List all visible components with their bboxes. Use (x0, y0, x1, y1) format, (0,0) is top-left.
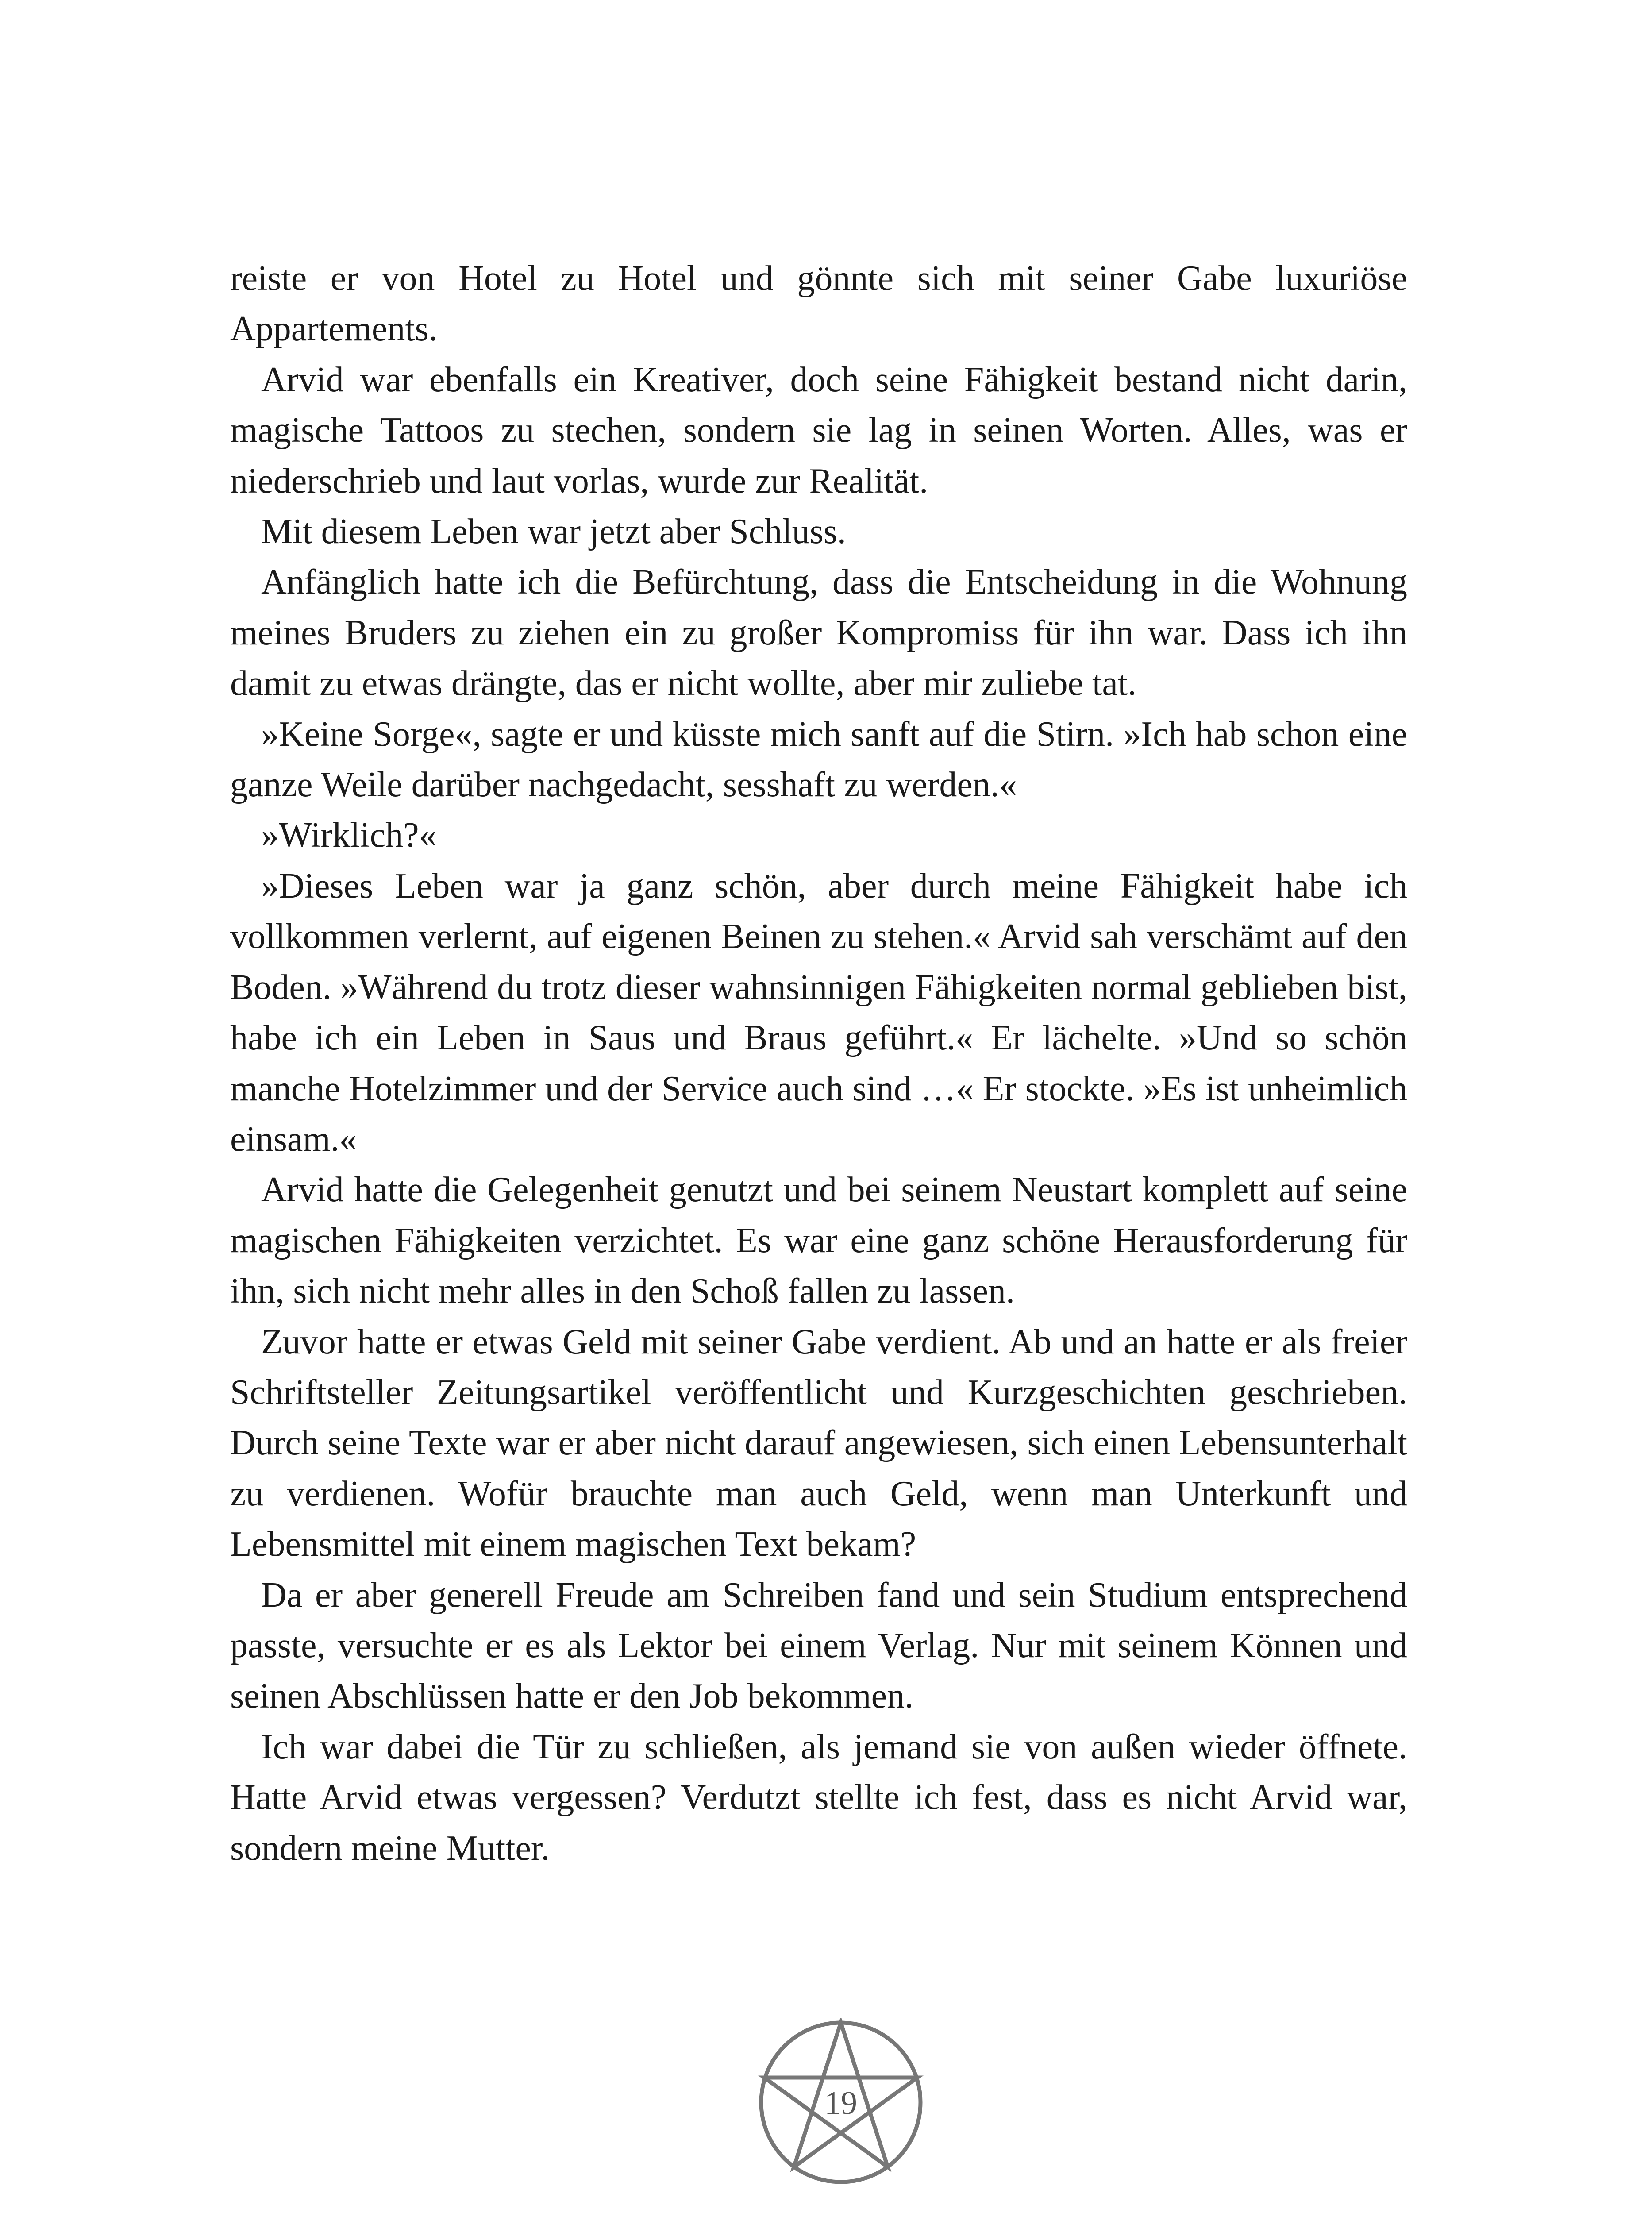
paragraph: Mit diesem Leben war jetzt aber Schluss. (261, 512, 846, 551)
paragraph: Ich war dabei die Tür zu schließen, als jemand sie von außen wieder öffnete. Hatte Arvid etwas vergessen? Verdutzt stellte ich fest, dass es nicht Arvid war, sondern meine Mutter. (230, 1727, 1407, 1868)
page-number: 19 (824, 2085, 857, 2121)
paragraph: »Dieses Leben war ja ganz schön, aber durch meine Fähigkeit habe ich vollkommen verlernt, auf eigenen Beinen zu stehen.« Arvid sah verschämt auf den Boden. »Während du trotz dieser wahnsinnigen Fähigkeiten normal geblieben bist, habe ich ein Leben in Saus und Braus geführt.« Er lächelte. »Und so schön manche Hotelzimmer und der Service auch sind …« Er stockte. »Es ist unheimlich einsam.« (230, 866, 1407, 1159)
paragraph: Zuvor hatte er etwas Geld mit seiner Gabe verdient. Ab und an hatte er als freier Schriftsteller Zeitungsartikel veröffentlicht und Kurzgeschichten geschrieben. Durch seine Texte war er aber nicht darauf angewiesen, sich einen Lebensunterhalt zu verdienen. Wofür brauchte man auch Geld, wenn man Unterkunft und Lebensmittel mit einem magischen Text bekam? (230, 1322, 1407, 1564)
body-text (230, 253, 1407, 1874)
paragraph: Arvid hatte die Gelegenheit genutzt und bei seinem Neustart komplett auf seine magischen Fähigkeiten verzichtet. Es war eine ganz schöne Herausforderung für ihn, sich nicht mehr alles in den Schoß fallen zu lassen. (230, 1170, 1407, 1311)
page-number-ornament (757, 2018, 925, 2186)
paragraph: Anfänglich hatte ich die Befürchtung, dass die Entscheidung in die Wohnung meines Bruders zu ziehen ein zu großer Kompromiss für ihn war. Dass ich ihn damit zu etwas drängte, das er nicht wollte, aber mir zuliebe tat. (230, 563, 1407, 703)
paragraph: »Keine Sorge«, sagte er und küsste mich sanft auf die Stirn. »Ich hab schon eine ganze Weile darüber nachgedacht, sesshaft zu werden.« (230, 714, 1407, 805)
paragraph: Da er aber generell Freude am Schreiben fand und sein Studium entsprechend passte, versuchte er es als Lektor bei einem Verlag. Nur mit seinem Können und seinen Abschlüssen hatte er den Job bekommen. (230, 1575, 1407, 1716)
paragraph: »Wirklich?« (261, 816, 437, 855)
paragraph-continuation: reiste er von Hotel zu Hotel und gönnte sich mit seiner Gabe luxuriöse Appartements. (230, 259, 1407, 349)
paragraph: Arvid war ebenfalls ein Kreativer, doch seine Fähigkeit bestand nicht darin, magische Tattoos zu stechen, sondern sie lag in seinen Worten. Alles, was er niederschrieb und laut vorlas, wurde zur Realität. (230, 360, 1407, 501)
